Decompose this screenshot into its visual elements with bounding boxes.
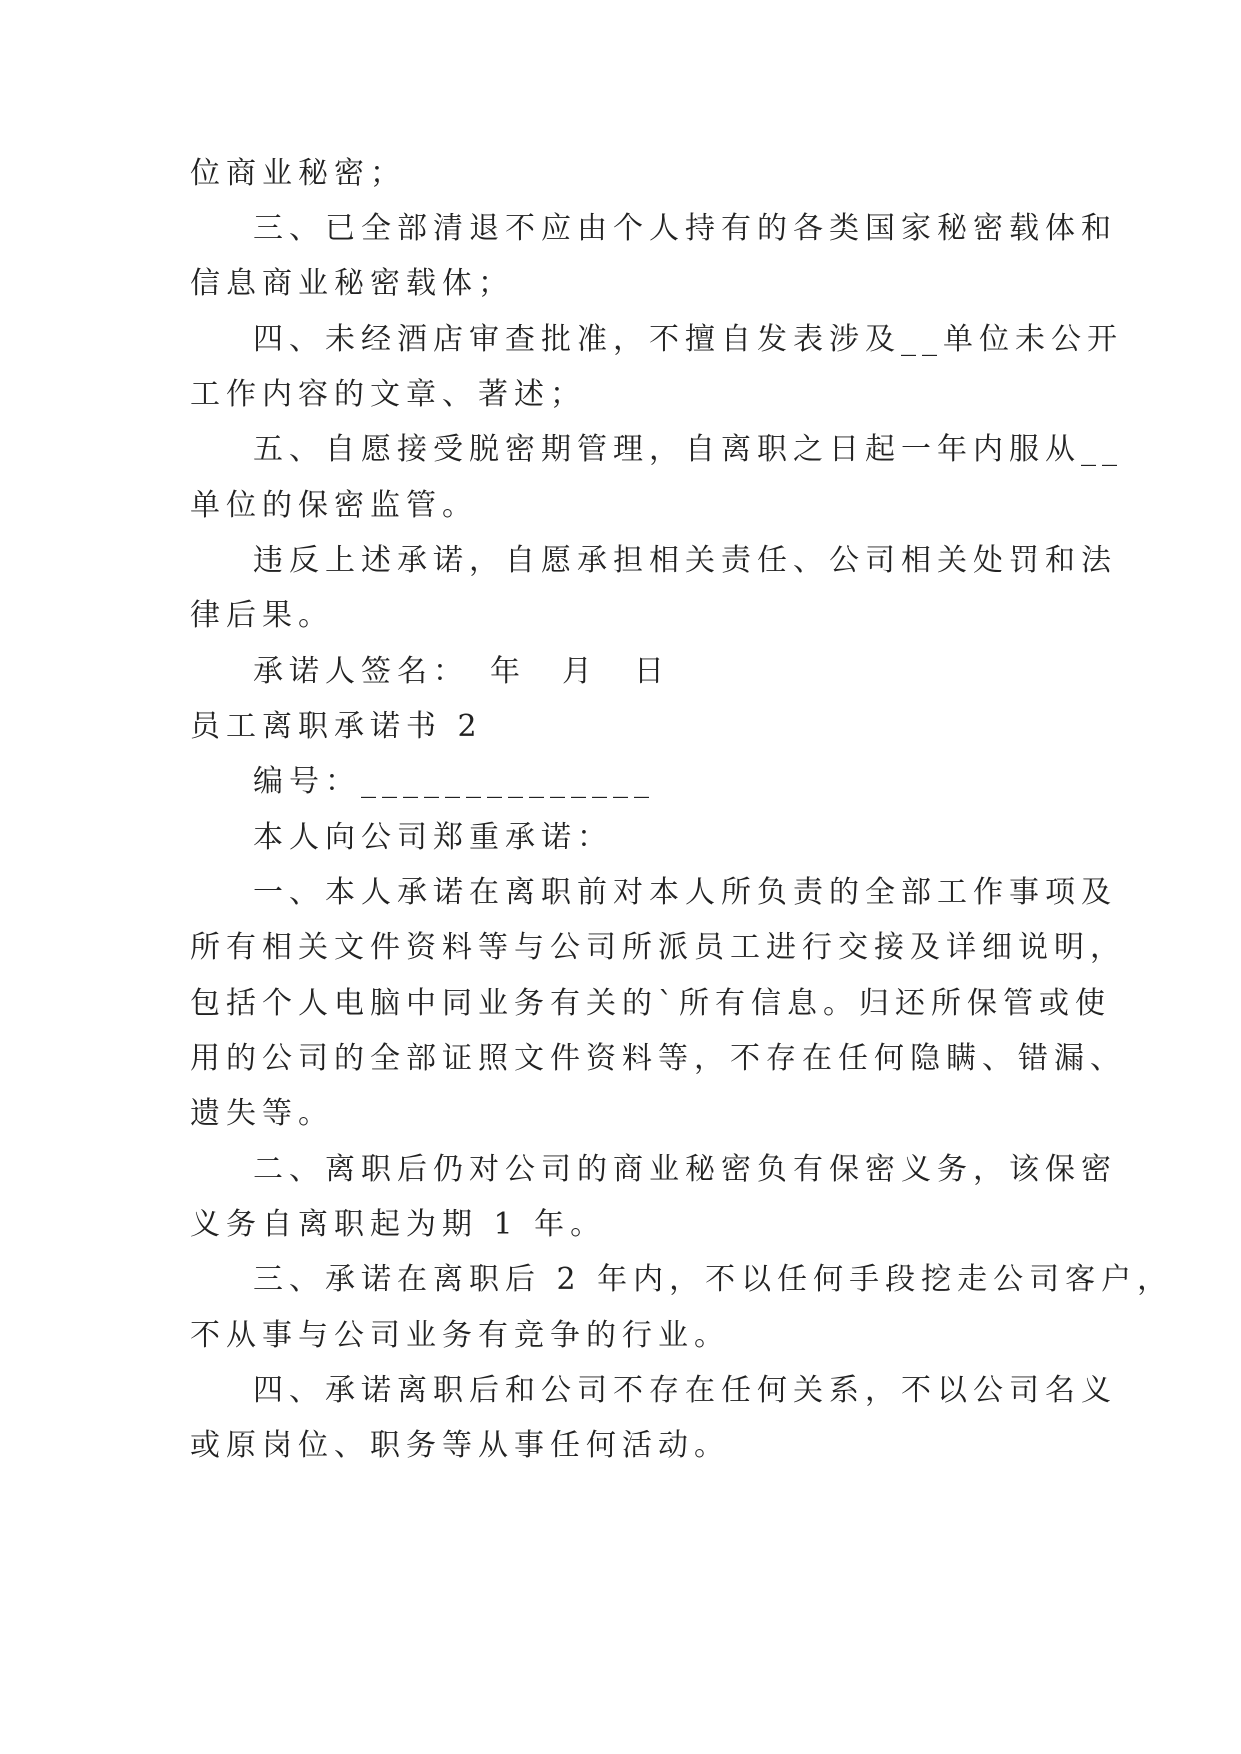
text-line: 五、自愿接受脱密期管理，自离职之日起一年内服从__: [253, 432, 1123, 467]
number-field: 编号：______________: [253, 764, 655, 799]
text-line: 信息商业秘密载体；: [190, 266, 514, 301]
text-line: 四、承诺离职后和公司不存在任何关系，不以公司名义: [253, 1373, 1117, 1408]
text-line: 遗失等。: [190, 1096, 334, 1131]
text-line: 律后果。: [190, 598, 334, 633]
text-line: 不从事与公司业务有竞争的行业。: [190, 1318, 730, 1353]
text-line: 单位的保密监管。: [190, 488, 478, 523]
text-line: 四、未经酒店审查批准，不擅自发表涉及__单位未公开: [253, 322, 1123, 357]
text-line: 二、离职后仍对公司的商业秘密负有保密义务，该保密: [253, 1152, 1117, 1187]
text-line: 用的公司的全部证照文件资料等，不存在任何隐瞒、错漏、: [190, 1041, 1126, 1076]
section-title: 员工离职承诺书 2: [190, 709, 483, 744]
text-line: 三、已全部清退不应由个人持有的各类国家秘密载体和: [253, 211, 1117, 246]
text-line: 工作内容的文章、著述；: [190, 377, 586, 412]
text-line: 一、本人承诺在离职前对本人所负责的全部工作事项及: [253, 875, 1117, 910]
text-line: 所有相关文件资料等与公司所派员工进行交接及详细说明，: [190, 930, 1126, 965]
text-line: 违反上述承诺，自愿承担相关责任、公司相关处罚和法: [253, 543, 1117, 578]
text-line: 义务自离职起为期 1 年。: [190, 1207, 607, 1242]
text-line: 本人向公司郑重承诺：: [253, 820, 613, 855]
signature-line: 承诺人签名： 年 月 日: [253, 654, 670, 689]
text-line: 或原岗位、职务等从事任何活动。: [190, 1428, 730, 1463]
text-line: 位商业秘密；: [190, 156, 406, 191]
text-line: 包括个人电脑中同业务有关的`所有信息。归还所保管或使: [190, 986, 1111, 1021]
text-line: 三、承诺在离职后 2 年内，不以任何手段挖走公司客户，: [253, 1262, 1174, 1297]
